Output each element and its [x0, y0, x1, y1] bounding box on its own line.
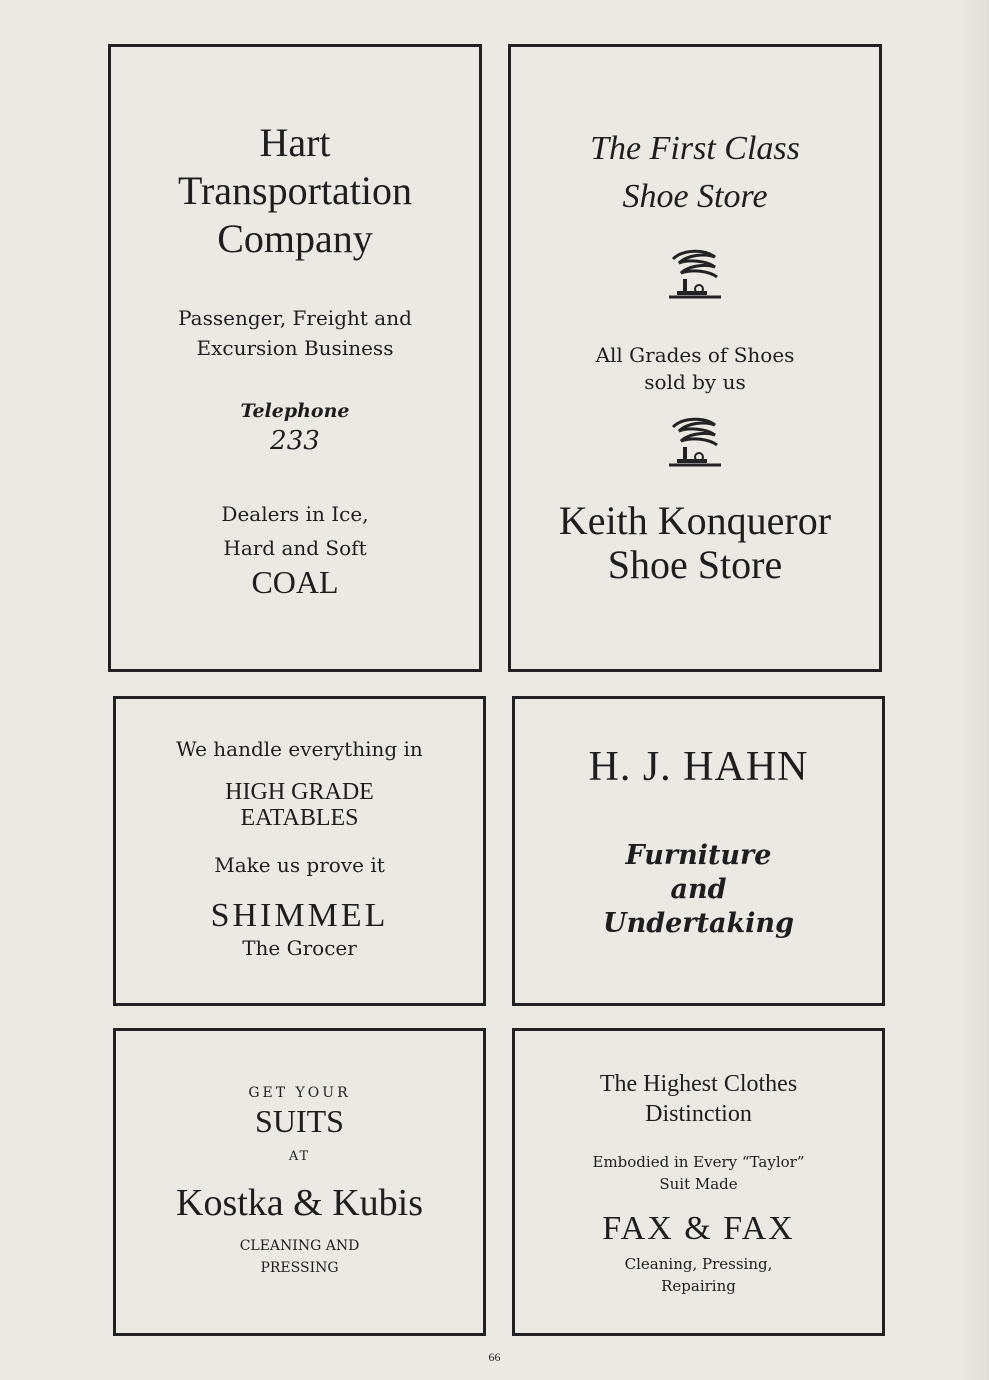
ad-fax-fax — [512, 1028, 885, 1336]
ad-text: Dealers in Ice, — [221, 502, 369, 526]
ad-text: AT — [288, 1149, 311, 1164]
ad-text: Excursion Business — [196, 336, 394, 360]
ad-keith-konqueror — [508, 44, 882, 672]
ad-text: All Grades of Shoes — [595, 343, 795, 367]
ad-text: Embodied in Every “Taylor” — [592, 1153, 805, 1171]
ad-text: Passenger, Freight and — [178, 306, 412, 330]
ad-text: EATABLES — [240, 805, 359, 831]
ad-text: Hard and Soft — [223, 536, 367, 560]
ad-tagline: The First Class — [590, 130, 800, 167]
ad-tagline: Shoe Store — [622, 178, 768, 215]
monogram-logo-icon — [665, 249, 725, 301]
page-edge-shadow — [959, 0, 989, 1380]
store-name: Keith Konqueror — [558, 498, 832, 543]
ad-text: Undertaking — [603, 908, 794, 939]
ad-text: The Highest Clothes — [599, 1071, 798, 1097]
store-name: Shoe Store — [607, 542, 783, 587]
ad-text: Repairing — [661, 1277, 736, 1295]
ad-title: Transportation — [177, 168, 413, 213]
monogram-logo-icon — [665, 417, 725, 469]
ad-text: Suit Made — [659, 1175, 738, 1193]
ad-text: CLEANING AND — [239, 1238, 360, 1254]
ad-text: Distinction — [645, 1101, 752, 1127]
business-name: FAX & FAX — [602, 1210, 795, 1247]
ad-text: The Grocer — [242, 936, 357, 960]
business-name: Kostka & Kubis — [176, 1182, 423, 1224]
business-name: H. J. HAHN — [588, 744, 809, 790]
ad-text: sold by us — [644, 370, 746, 394]
ad-text: PRESSING — [260, 1260, 339, 1276]
ad-text: Cleaning, Pressing, — [624, 1255, 773, 1273]
page-number: 66 — [488, 1350, 501, 1364]
ad-text: GET YOUR — [248, 1085, 351, 1101]
ad-hart-transportation — [108, 44, 482, 672]
ad-text: and — [670, 874, 727, 905]
ad-text: We handle everything in — [176, 737, 423, 761]
ad-text: Furniture — [625, 840, 772, 871]
ad-hj-hahn — [512, 696, 885, 1006]
ad-text: SUITS — [255, 1103, 344, 1139]
ad-title: Hart — [259, 120, 331, 165]
ad-text: COAL — [251, 564, 339, 600]
ad-text: Make us prove it — [214, 853, 385, 877]
ad-shimmel-grocer — [113, 696, 486, 1006]
ad-kostka-kubis — [113, 1028, 486, 1336]
ad-title: Company — [217, 216, 373, 261]
telephone-number: 233 — [270, 426, 320, 456]
telephone-label: Telephone — [240, 400, 350, 422]
ad-text: HIGH GRADE — [225, 779, 374, 805]
grocer-name: SHIMMEL — [210, 897, 389, 934]
